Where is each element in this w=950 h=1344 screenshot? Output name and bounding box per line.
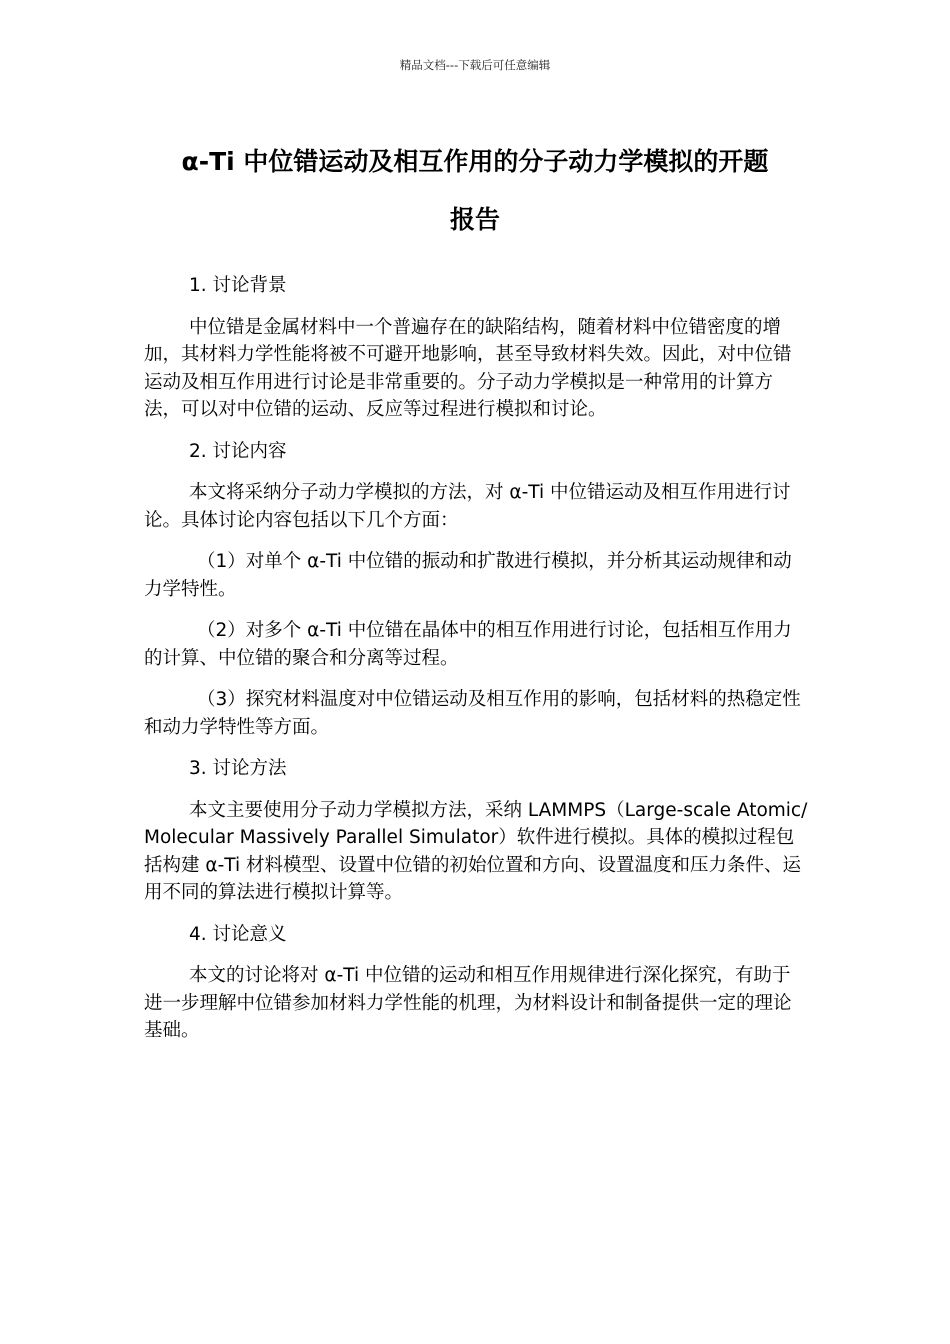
paragraph-method: 本文主要使用分子动力学模拟方法，采纳 LAMMPS（Large-scale Atomic/Molecular Massively Parallel Simulator）软件进行模拟。具体的模拟过程包括构建 α-Ti 材料模型、设置中位错的初始位置和方向、设置温度和压力条件、运用不同的算法进行模拟计算等。 xyxy=(144,799,808,903)
list-item: （2）对多个 α-Ti 中位错在晶体中的相互作用进行讨论，包括相互作用力的计算、中位错的聚合和分离等过程。 xyxy=(144,620,792,669)
paragraph-background: 中位错是金属材料中一个普遍存在的缺陷结构，随着材料中位错密度的增加，其材料力学性能将被不可避开地影响，甚至导致材料失效。因此，对中位错运动及相互作用进行讨论是非常重要的。分子动力学模拟是一种常用的计算方法，可以对中位错的运动、反应等过程进行模拟和讨论。 xyxy=(144,316,792,420)
list-item: （1）对单个 α-Ti 中位错的振动和扩散进行模拟，并分析其运动规律和动力学特性。 xyxy=(144,551,792,600)
document-body xyxy=(144,272,808,1059)
section-heading-content: 2. 讨论内容 xyxy=(189,440,287,462)
section-heading-method: 3. 讨论方法 xyxy=(189,758,287,779)
paragraph-significance: 本文的讨论将对 α-Ti 中位错的运动和相互作用规律进行深化探究，有助于进一步理解中位错参加材料力学性能的机理，为材料设计和制备提供一定的理论基础。 xyxy=(144,965,792,1041)
document-title xyxy=(143,133,807,249)
list-item: （3）探究材料温度对中位错运动及相互作用的影响，包括材料的热稳定性和动力学特性等方面。 xyxy=(144,689,801,738)
title-line-1: α-Ti 中位错运动及相互作用的分子动力学模拟的开题 xyxy=(181,147,769,176)
section-heading-significance: 4. 讨论意义 xyxy=(189,923,287,945)
page-header: 精品文档---下载后可任意编辑 xyxy=(399,58,551,72)
section-heading-background: 1. 讨论背景 xyxy=(189,275,287,296)
title-line-2: 报告 xyxy=(449,205,500,234)
paragraph-content-intro: 本文将采纳分子动力学模拟的方法，对 α-Ti 中位错运动及相互作用进行讨论。具体讨论内容包括以下几个方面： xyxy=(144,482,791,531)
